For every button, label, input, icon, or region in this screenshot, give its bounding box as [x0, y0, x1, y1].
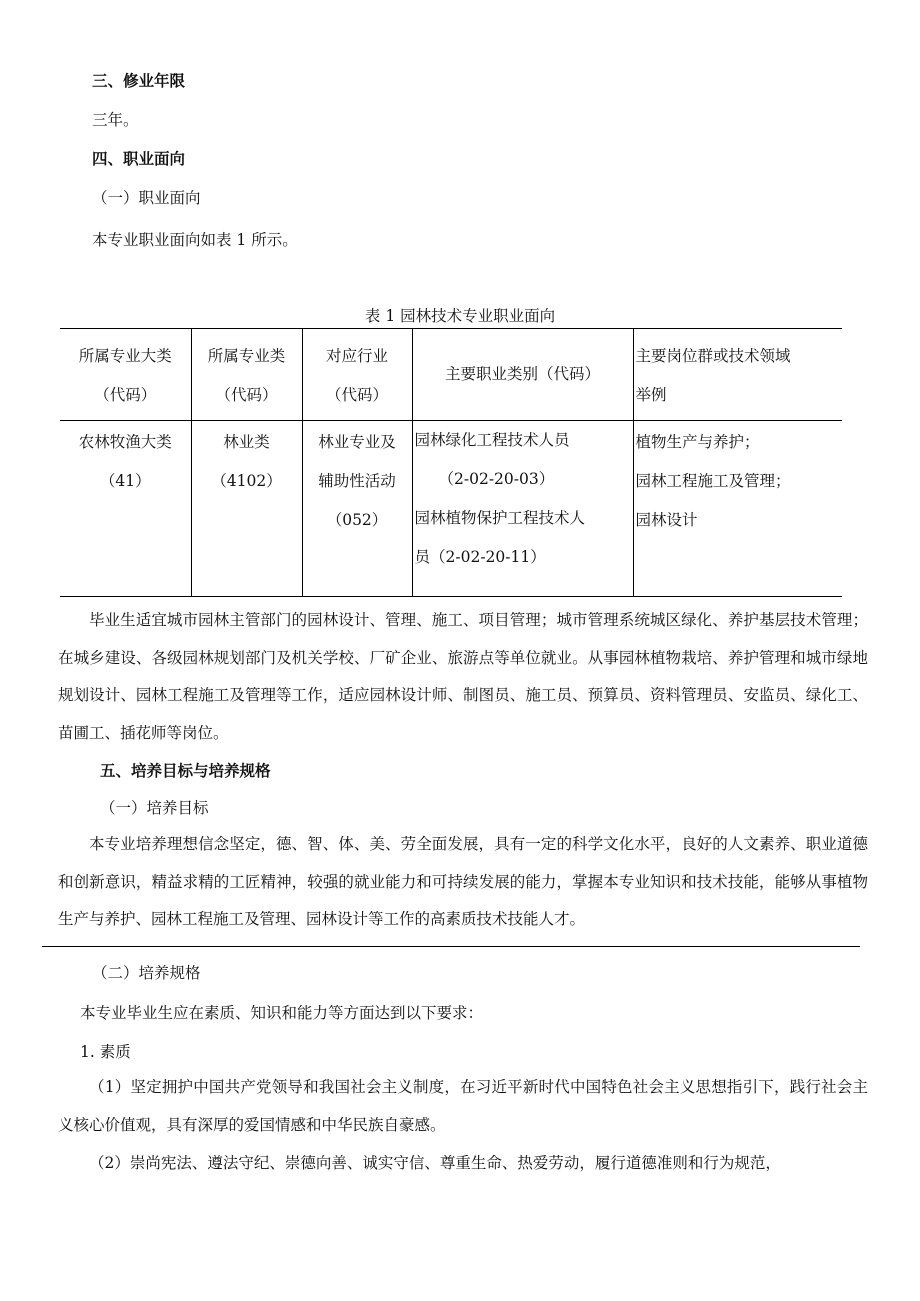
goal-paragraph: 本专业培养理想信念坚定，德、智、体、美、劳全面发展，具有一定的科学文化水平，良好的人文素养、职业道德和创新意识，精益求精的工匠精神，较强的就业能力和可持续发展的能力，掌握本专业知识和技术技能，能够从事植物生产与养护、园林工程施工及管理、园林设计等工作的高素质技术技能人才。	[58, 835, 868, 928]
cell-text: 员（2-02-20-11）	[414, 548, 546, 566]
subheading-occupation: （一）职业面向	[92, 189, 201, 207]
spec-intro: 本专业毕业生应在素质、知识和能力等方面达到以下要求：	[80, 1004, 484, 1022]
page-divider	[42, 946, 860, 947]
header-major-category	[60, 329, 191, 421]
occupation-intro: 本专业职业面向如表 1 所示。	[92, 231, 298, 249]
header-text: （代码）	[215, 386, 278, 404]
occupation-table	[60, 328, 842, 597]
section-heading-goals: 五、培养目标与培养规格	[100, 762, 271, 780]
cell-major-class	[191, 421, 302, 597]
section-heading-occupation: 四、职业面向	[92, 150, 186, 168]
cell-occupation-type	[412, 421, 633, 597]
cell-text: 园林设计	[635, 511, 698, 529]
header-occupation-type	[412, 329, 633, 421]
subheading-goals: （一）培养目标	[100, 799, 209, 817]
table-row	[60, 421, 842, 597]
header-text: 主要职业类别（代码）	[444, 365, 600, 383]
cell-industry	[302, 421, 412, 597]
table-caption: 表 1 园林技术专业职业面向	[364, 307, 556, 325]
quality-item-2: （2）崇尚宪法、遵法守纪、崇德向善、诚实守信、尊重生命、热爱劳动，履行道德准则和行为规范，	[89, 1154, 781, 1172]
header-job-field	[633, 329, 842, 421]
cell-major-category	[60, 421, 191, 597]
header-text: 所属专业类	[207, 347, 286, 365]
subheading-spec: （二）培养规格	[92, 964, 201, 982]
cell-text: （2-02-20-03）	[438, 470, 555, 488]
graduate-paragraph: 毕业生适宜城市园林主管部门的园林设计、管理、施工、项目管理；城市管理系统城区绿化、养护基层技术管理；在城乡建设、各级园林规划部门及机关学校、厂矿企业、旅游点等单位就业。从事园林植物栽培、养护管理和城市绿地规划设计、园林工程施工及管理等工作，适应园林设计师、制图员、施工员、预算员、资料管理员、安监员、绿化工、苗圃工、插花师等岗位。	[58, 611, 868, 742]
header-text: 主要岗位群或技术领域	[635, 347, 791, 365]
section-heading-duration: 三、修业年限	[92, 72, 186, 90]
cell-text: （052）	[326, 511, 388, 529]
quality-item-1: （1）坚定拥护中国共产党领导和我国社会主义制度，在习近平新时代中国特色社会主义思想指引下，践行社会主义核心价值观，具有深厚的爱国情感和中华民族自豪感。	[58, 1078, 868, 1134]
cell-text: 园林工程施工及管理；	[635, 472, 791, 490]
header-text: （代码）	[325, 386, 388, 404]
cell-text: 农林牧渔大类	[78, 433, 172, 451]
cell-text: 园林植物保护工程技术人	[414, 509, 586, 527]
cell-text: （41）	[99, 472, 151, 490]
header-industry	[302, 329, 412, 421]
cell-job-field	[633, 421, 842, 597]
cell-text: 林业类	[223, 433, 270, 451]
header-text: 举例	[635, 386, 667, 404]
table-header-row	[60, 329, 842, 421]
cell-text: （4102）	[211, 472, 282, 490]
header-text: （代码）	[94, 386, 157, 404]
cell-text: 植物生产与养护；	[635, 433, 760, 451]
quality-heading: 1. 素质	[80, 1043, 131, 1061]
cell-text: 林业专业及	[318, 433, 396, 451]
header-text: 对应行业	[325, 347, 388, 365]
cell-text: 辅助性活动	[318, 472, 396, 490]
cell-text: 园林绿化工程技术人员	[414, 431, 570, 449]
header-text: 所属专业大类	[78, 347, 172, 365]
header-major-class	[191, 329, 302, 421]
duration-text: 三年。	[92, 111, 139, 129]
